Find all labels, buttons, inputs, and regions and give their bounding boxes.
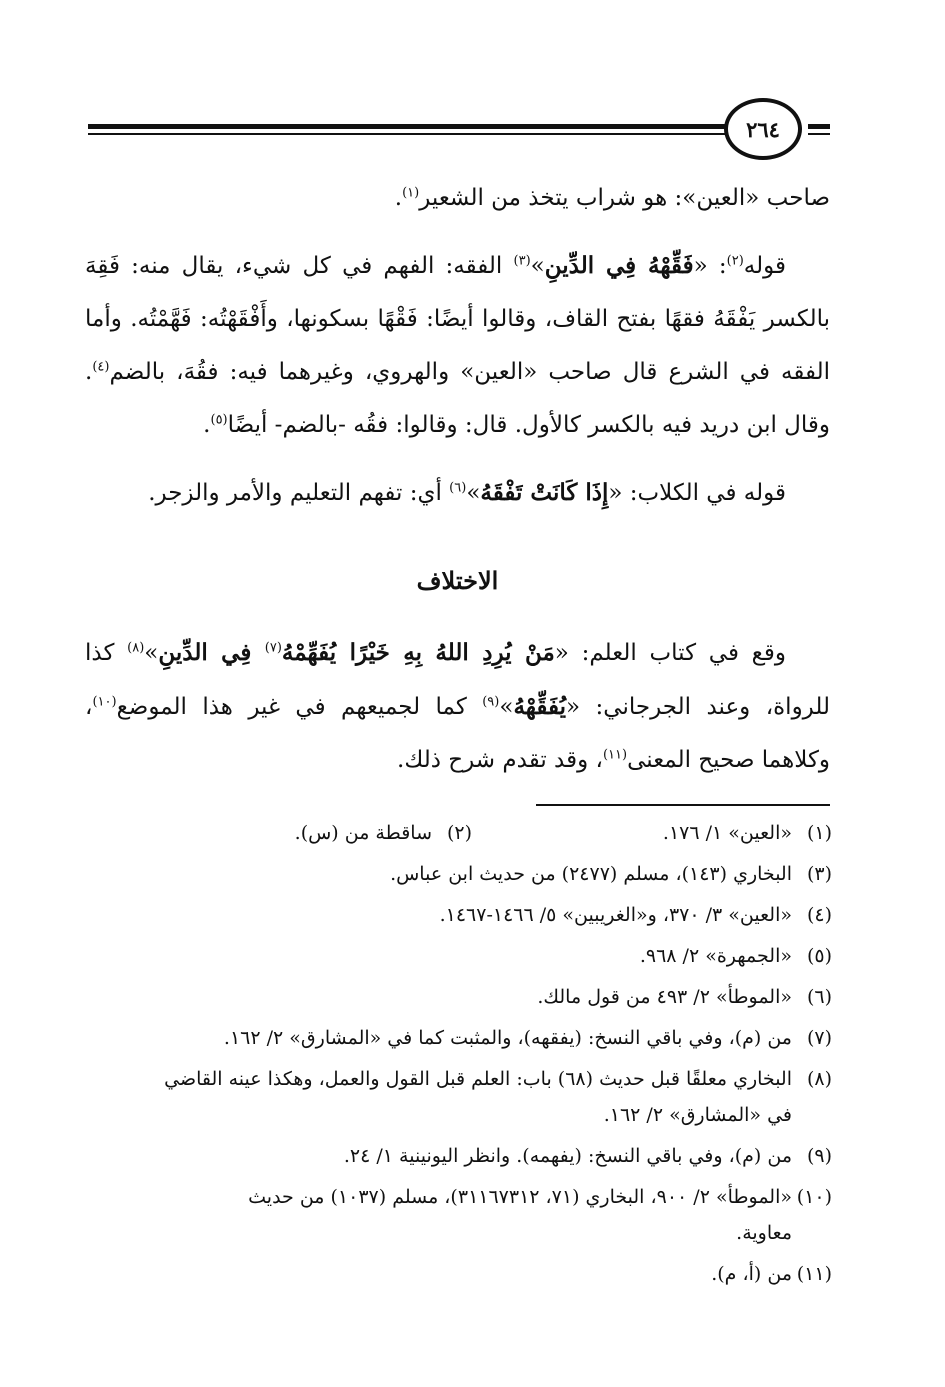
main-text-2 <box>85 626 830 787</box>
hadith-quote: إِذَا كَانَتْ تَفْقَهُ <box>480 479 609 506</box>
text: : « <box>693 253 727 279</box>
text: وقع في كتاب العلم: « <box>554 640 787 666</box>
footnote-text: «الموطأ» ٢/ ٤٩٣ من قول مالك. <box>537 986 792 1008</box>
footnote-text: من (أ، م). <box>711 1263 792 1285</box>
header-rule <box>88 124 728 129</box>
footnote-ref: (٢) <box>726 253 744 269</box>
footnote-text: «العين» ٣/ ٣٧٠، و«الغريبين» ٥/ ١٤٦٦-١٤٦٧. <box>439 904 792 926</box>
text: » <box>499 694 514 720</box>
footnote-1 <box>472 815 832 851</box>
text: قوله <box>743 253 786 279</box>
footnote-number: (١) <box>806 822 832 844</box>
footnote-ref: (١١) <box>602 747 628 763</box>
footnote-number: (١١) <box>796 1263 832 1285</box>
footnote-number: (٩) <box>806 1145 832 1167</box>
text: الفقه: الفهم في كل شيء، يقال منه: فَقِهَ بالكسر يَفْقَهُ فقهًا بفتح القاف، وقالوا أيضًا: فَقْهًا بسكونها، وأَفْقَهْتُه: فَهَّمْتُه. وأما الفقه في الشرع قال صاحب «العين» والهروي، وغيرهما فيه: فقُهَ، بالضم <box>85 253 830 385</box>
footnote-number: (٨) <box>806 1068 832 1090</box>
footnote-4 <box>90 897 832 933</box>
footnote-text: البخاري معلقًا قبل حديث (٦٨) باب: العلم قبل القول والعمل، وهكذا عينه القاضي <box>164 1068 792 1090</box>
page-number: ٢٦٤ <box>724 98 802 160</box>
footnote-6 <box>90 979 832 1015</box>
footnote-ref: (٦) <box>449 480 467 496</box>
footnote-text: البخاري (١٤٣)، مسلم (٢٤٧٧) من حديث ابن عباس. <box>390 863 792 885</box>
text: » <box>466 480 481 506</box>
paragraph-1 <box>85 172 830 225</box>
footnote-text: من (م)، وفي باقي النسخ: (يفهمه). وانظر اليونينية ١/ ٢٤. <box>343 1145 792 1167</box>
footnote-number: (٤) <box>806 904 832 926</box>
text: . وقال ابن دريد فيه بالكسر كالأول. قال: وقالوا: فقُه -بالضم- أيضًا <box>85 359 830 438</box>
text: ، وكلاهما صحيح المعنى <box>85 694 830 773</box>
footnote-separator <box>536 804 830 806</box>
paragraph-4 <box>85 626 830 787</box>
text: أي: تفهم التعليم والأمر والزجر. <box>148 480 450 506</box>
hadith-quote: فِي الدِّينِ <box>158 639 265 666</box>
header-rule-right <box>808 124 830 129</box>
text: . <box>203 412 211 438</box>
footnote-text: «الجمهرة» ٢/ ٩٦٨. <box>639 945 792 967</box>
footnote-ref: (١٠) <box>92 694 117 710</box>
text: » <box>144 640 159 666</box>
footnote-3 <box>90 856 832 892</box>
footnote-ref: (٩) <box>482 694 500 710</box>
main-text <box>85 172 830 520</box>
footnote-10 <box>90 1179 832 1251</box>
footnote-number: (٢) <box>446 822 472 844</box>
footnote-ref: (٤) <box>92 359 110 375</box>
footnote-number: (٧) <box>806 1027 832 1049</box>
paragraph-3 <box>85 466 830 520</box>
footnote-8 <box>90 1061 832 1133</box>
footnote-row-1-2 <box>90 815 832 851</box>
footnote-text-continued: في «المشارق» ٢/ ١٦٢. <box>603 1104 792 1126</box>
footnote-number: (٦) <box>806 986 832 1008</box>
text: صاحب «العين»: هو شراب يتخذ من الشعير <box>419 185 830 211</box>
footnote-text: من (م)، وفي باقي النسخ: (يفقهه)، والمثبت كما في «المشارق» ٢/ ١٦٢. <box>223 1027 792 1049</box>
text: كذا للرواة، وعند الجرجاني: « <box>85 640 830 720</box>
header-rule-right-thin <box>808 133 830 135</box>
footnote-5 <box>90 938 832 974</box>
paragraph-2 <box>85 239 830 452</box>
text: . <box>394 185 403 211</box>
footnote-number: (٣) <box>806 863 832 885</box>
footnote-7 <box>90 1020 832 1056</box>
footnote-number: (١٠) <box>796 1186 832 1208</box>
footnote-ref: (٣) <box>513 253 531 269</box>
footnote-ref: (٨) <box>127 640 145 656</box>
footnote-text: ساقطة من (س). <box>294 822 432 844</box>
hadith-quote: مَنْ يُرِدِ اللهُ بِهِ خَيْرًا يُفَهِّمْهُ <box>281 639 555 666</box>
footnote-text: «العين» ١/ ١٧٦. <box>662 822 792 844</box>
footnote-11 <box>90 1256 832 1292</box>
footnote-ref: (٥) <box>210 412 228 428</box>
footnote-2 <box>295 815 472 851</box>
text: ، وقد تقدم شرح ذلك. <box>397 747 603 773</box>
footnote-ref: (١) <box>402 185 420 201</box>
text: قوله في الكلاب: « <box>608 480 786 506</box>
footnote-ref: (٧) <box>264 640 282 656</box>
hadith-quote: فَقِّهْهُ فِي الدِّينِ <box>544 252 694 279</box>
text: كما لجميعهم في غير هذا الموضع <box>116 694 483 720</box>
footnote-9 <box>90 1138 832 1174</box>
header-rule-thin <box>88 133 728 135</box>
footnote-number: (٥) <box>806 945 832 967</box>
footnote-text-continued: معاوية. <box>736 1222 792 1244</box>
section-heading: الاختلاف <box>416 566 499 595</box>
footnote-text: «الموطأ» ٢/ ٩٠٠، البخاري (٧١، ٣١١٦٧٣١٢)، مسلم (١٠٣٧) من حديث <box>248 1186 792 1208</box>
text: » <box>530 253 545 279</box>
hadith-quote: يُفَقِّهْهُ <box>513 693 567 720</box>
footnotes <box>90 815 832 1297</box>
